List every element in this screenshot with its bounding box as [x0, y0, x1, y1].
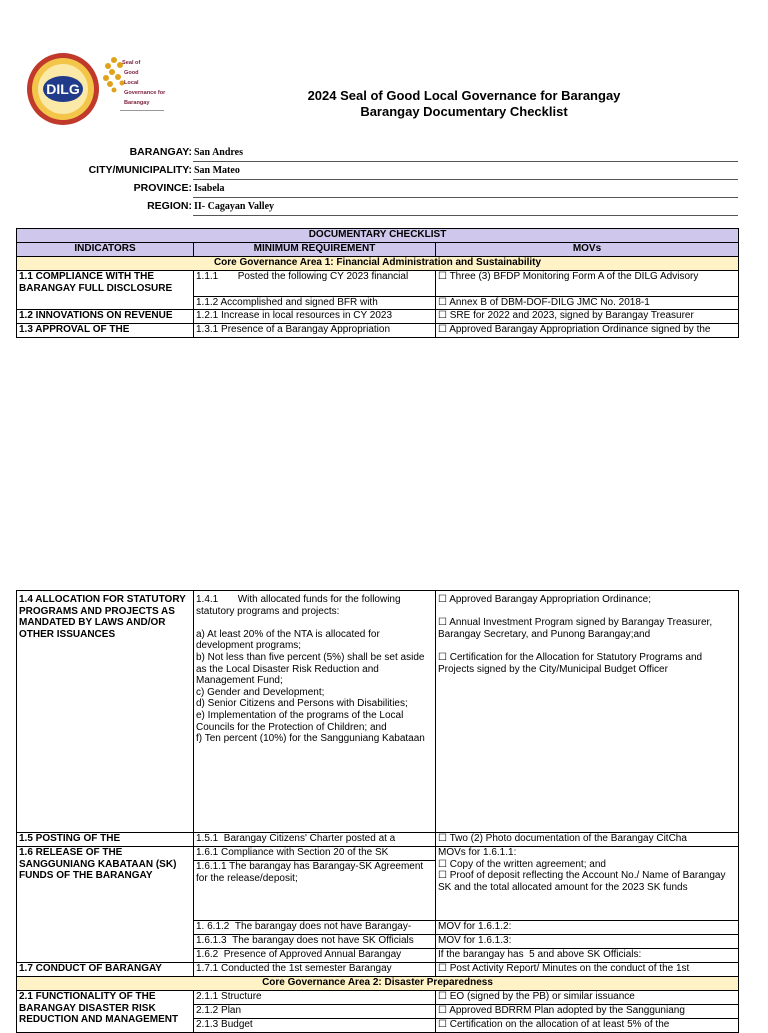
checklist-caption: DOCUMENTARY CHECKLIST	[17, 229, 739, 243]
header-movs: MOVs	[436, 243, 739, 257]
requirement-1-6-1-3: 1.6.1.3 The barangay does not have SK Officials	[194, 935, 436, 949]
mov-1-6-1-1: MOVs for 1.6.1.1: ☐ Copy of the written agreement; and ☐ Proof of deposit reflecting the Account No./ Name of Barangay SK and the total allocated amount for the 2023 SK funds	[436, 847, 739, 921]
mov-1-4-1: ☐ Approved Barangay Appropriation Ordinance; ☐ Annual Investment Program signed by Barangay Treasurer, Barangay Secretary, and Punong Barangay;and ☐ Certification for the Allocation for Statutory Programs and Projects signed by the City/Municipal Budget Officer	[436, 591, 739, 833]
mov-1-6-1-2: MOV for 1.6.1.2:	[436, 921, 739, 935]
table-row	[17, 847, 739, 861]
header-minimum-requirement: MINIMUM REQUIREMENT	[194, 243, 436, 257]
sglgb-seal-logo	[102, 52, 184, 126]
requirement-1-7-1: 1.7.1 Conducted the 1st semester Barangay	[194, 963, 436, 977]
barangay-row	[0, 144, 738, 162]
checklist-table-top	[16, 228, 739, 338]
province-row	[0, 180, 738, 198]
table-row	[17, 309, 739, 323]
core-area-1: Core Governance Area 1: Financial Administration and Sustainability	[17, 257, 739, 271]
mov-1-2-1: ☐ SRE for 2022 and 2023, signed by Barangay Treasurer	[436, 309, 739, 323]
header-indicators: INDICATORS	[17, 243, 194, 257]
requirement-1-6-1-2: 1. 6.1.2 The barangay does not have Barangay-	[194, 921, 436, 935]
mov-1-3-1: ☐ Approved Barangay Appropriation Ordinance signed by the	[436, 323, 739, 337]
requirement-2-1-1: 2.1.1 Structure	[194, 991, 436, 1005]
table-row	[17, 591, 739, 833]
mov-2-1-2: ☐ Approved BDRRM Plan adopted by the Sangguniang	[436, 1005, 739, 1019]
region-value: II- Cagayan Valley	[194, 201, 275, 212]
indicator-1-2: 1.2 INNOVATIONS ON REVENUE	[17, 309, 194, 323]
city-value: San Mateo	[194, 165, 240, 176]
province-label: PROVINCE:	[133, 182, 192, 194]
mov-1-1-2: ☐ Annex B of DBM-DOF-DILG JMC No. 2018-1	[436, 297, 739, 310]
title-line-1: 2024 Seal of Good Local Governance for Barangay	[307, 88, 621, 103]
requirement-1-6-2: 1.6.2 Presence of Approved Annual Barangay	[194, 949, 436, 963]
title-line-2: Barangay Documentary Checklist	[360, 104, 568, 119]
mov-1-7-1: ☐ Post Activity Report/ Minutes on the conduct of the 1st	[436, 963, 739, 977]
mov-1-6-1-3: MOV for 1.6.1.3:	[436, 935, 739, 949]
document-title	[200, 88, 728, 120]
barangay-label: BARANGAY:	[129, 146, 192, 158]
requirement-2-1-3: 2.1.3 Budget	[194, 1019, 436, 1033]
indicator-1-5: 1.5 POSTING OF THE	[17, 833, 194, 847]
mov-2-1-3: ☐ Certification on the allocation of at least 5% of the	[436, 1019, 739, 1033]
table-row	[17, 323, 739, 337]
table-row	[17, 833, 739, 847]
requirement-1-6-1-1: 1.6.1.1 The barangay has Barangay-SK Agreement for the release/deposit;	[194, 861, 436, 921]
requirement-1-6-1: 1.6.1 Compliance with Section 20 of the SK	[194, 847, 436, 861]
region-row	[0, 198, 738, 216]
seal-line-4: Governance for	[124, 90, 166, 96]
indicator-1-6: 1.6 RELEASE OF THE SANGGUNIANG KABATAAN (SK) FUNDS OF THE BARANGAY	[17, 847, 194, 963]
table-row	[17, 271, 739, 297]
requirement-1-1-1: 1.1.1 Posted the following CY 2023 financial	[194, 271, 436, 297]
requirement-1-1-2: 1.1.2 Accomplished and signed BFR with	[194, 297, 436, 310]
checklist-table-bottom	[16, 590, 739, 1033]
seal-line-2: Good	[124, 70, 139, 76]
indicator-1-1: 1.1 COMPLIANCE WITH THE BARANGAY FULL DISCLOSURE	[17, 271, 194, 310]
mov-2-1-1: ☐ EO (signed by the PB) or similar issuance	[436, 991, 739, 1005]
mov-1-6-2: If the barangay has 5 and above SK Officials:	[436, 949, 739, 963]
province-value: Isabela	[194, 183, 225, 194]
dilg-logo-text: DILG	[46, 81, 80, 97]
indicator-2-1: 2.1 FUNCTIONALITY OF THE BARANGAY DISASTER RISK REDUCTION AND MANAGEMENT	[17, 991, 194, 1033]
indicator-1-4: 1.4 ALLOCATION FOR STATUTORY PROGRAMS AND PROJECTS AS MANDATED BY LAWS AND/OR OTHER ISSUANCES	[17, 591, 194, 833]
core-area-2: Core Governance Area 2: Disaster Preparedness	[17, 977, 739, 991]
city-row	[0, 162, 738, 180]
dilg-seal-logo	[26, 52, 100, 126]
seal-line-3: Local	[124, 80, 139, 86]
indicator-1-3: 1.3 APPROVAL OF THE	[17, 323, 194, 337]
table-row	[17, 991, 739, 1005]
requirement-1-2-1: 1.2.1 Increase in local resources in CY 2023	[194, 309, 436, 323]
table-row	[17, 963, 739, 977]
indicator-1-7: 1.7 CONDUCT OF BARANGAY	[17, 963, 194, 977]
requirement-1-4-1: 1.4.1 With allocated funds for the following statutory programs and projects: a) At least 20% of the NTA is allocated for development programs; b) Not less than five percent (5%) shall be set aside as the Local Disaster Risk Reduction and Management Fund; c) Gender and Development; d) Senior Citizens and Persons with Disabilities; e) Implementation of the programs of the Local Councils for the Protection of Children; and f) Ten percent (10%) for the Sangguniang Kabataan	[194, 591, 436, 833]
mov-1-5-1: ☐ Two (2) Photo documentation of the Barangay CitCha	[436, 833, 739, 847]
barangay-value: San Andres	[194, 147, 244, 158]
requirement-1-3-1: 1.3.1 Presence of a Barangay Appropriation	[194, 323, 436, 337]
requirement-2-1-2: 2.1.2 Plan	[194, 1005, 436, 1019]
mov-1-1-1: ☐ Three (3) BFDP Monitoring Form A of the DILG Advisory	[436, 271, 739, 297]
seal-line-5: Barangay	[124, 100, 150, 106]
seal-line-1: Seal of	[122, 60, 141, 66]
region-label: REGION:	[147, 200, 192, 212]
city-label: CITY/MUNICIPALITY:	[88, 164, 192, 176]
requirement-1-5-1: 1.5.1 Barangay Citizens' Charter posted at a	[194, 833, 436, 847]
